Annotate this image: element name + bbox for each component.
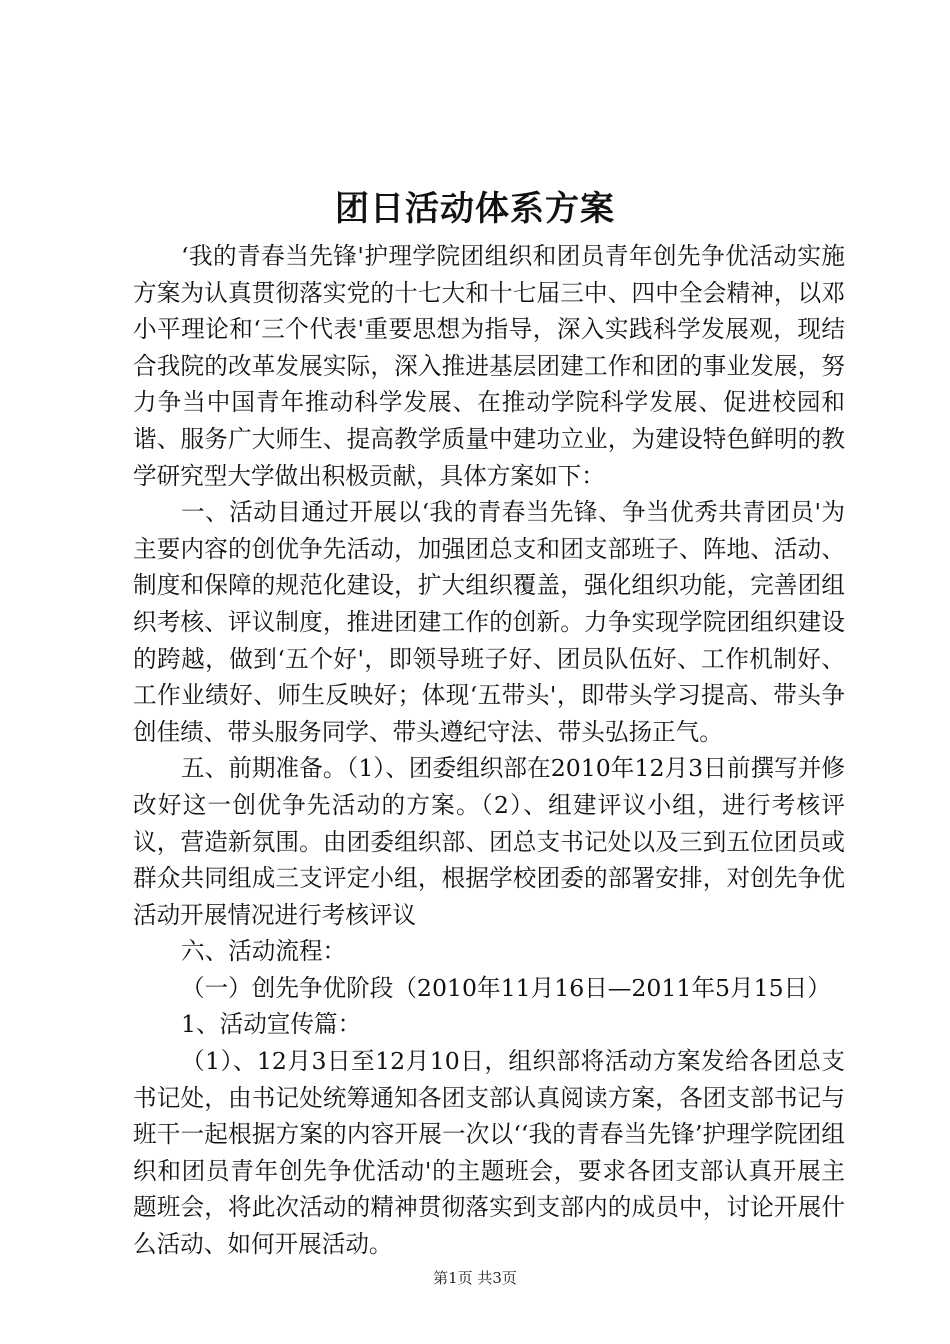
paragraph-process-heading: 六、活动流程：	[181, 937, 347, 966]
paragraph-intro: ‘我的青春当先锋'护理学院团组织和团员青年创先争优活动实施方案为认真贯彻落实党的十七大和十七届三中、四中全会精神，以邓小平理论和‘三个代表'重要思想为指导，深入实践科学发展观，现结合我院的改革发展实际，深入推进基层团建工作和团的事业发展，努力争当中国青年推动科学发展、在推动学院科学发展、促进校园和谐、服务广大师生、提高教学质量中建功立业，为建设特色鲜明的教学研究型大学做出积极贡献，具体方案如下：	[133, 242, 845, 490]
paragraph-stage-one: （一）创先争优阶段（2010年11月16日—2011年5月15日）	[181, 973, 831, 1002]
paragraph-publicity-detail: （1）、12月3日至12月10日，组织部将活动方案发给各团总支书记处，由书记处统筹通知各团支部认真阅读方案，各团支部书记与班干一起根据方案的内容开展一次以‘‘我的青春当先锋’护理学院团组织和团员青年创先争优活动'的主题班会，要求各团支部认真开展主题班会，将此次活动的精神贯彻落实到支部内的成员中，讨论开展什么活动、如何开展活动。	[133, 1047, 845, 1259]
page-indicator: 第1页 共3页	[433, 1269, 517, 1287]
document-body	[133, 238, 845, 1263]
document-title: 团日活动体系方案	[335, 189, 615, 229]
paragraph-publicity-heading: 1、活动宣传篇：	[181, 1010, 362, 1039]
paragraph-activity-goal: 一、活动目通过开展以‘我的青春当先锋、争当优秀共青团员'为主要内容的创优争先活动，加强团总支和团支部班子、阵地、活动、制度和保障的规范化建设，扩大组织覆盖，强化组织功能，完善团组织考核、评议制度，推进团建工作的创新。力争实现学院团组织建设的跨越，做到‘五个好'，即领导班子好、团员队伍好、工作机制好、工作业绩好、师生反映好；体现‘五带头'，即带头学习提高、带头争创佳绩、带头服务同学、带头遵纪守法、带头弘扬正气。	[133, 498, 845, 746]
paragraph-preparation: 五、前期准备。（1）、团委组织部在2010年12月3日前撰写并修改好这一创优争先活动的方案。（2）、组建评议小组，进行考核评议，营造新氛围。由团委组织部、团总支书记处以及三到五位团员或群众共同组成三支评定小组，根据学校团委的部署安排，对创先争优活动开展情况进行考核评议	[133, 754, 845, 929]
